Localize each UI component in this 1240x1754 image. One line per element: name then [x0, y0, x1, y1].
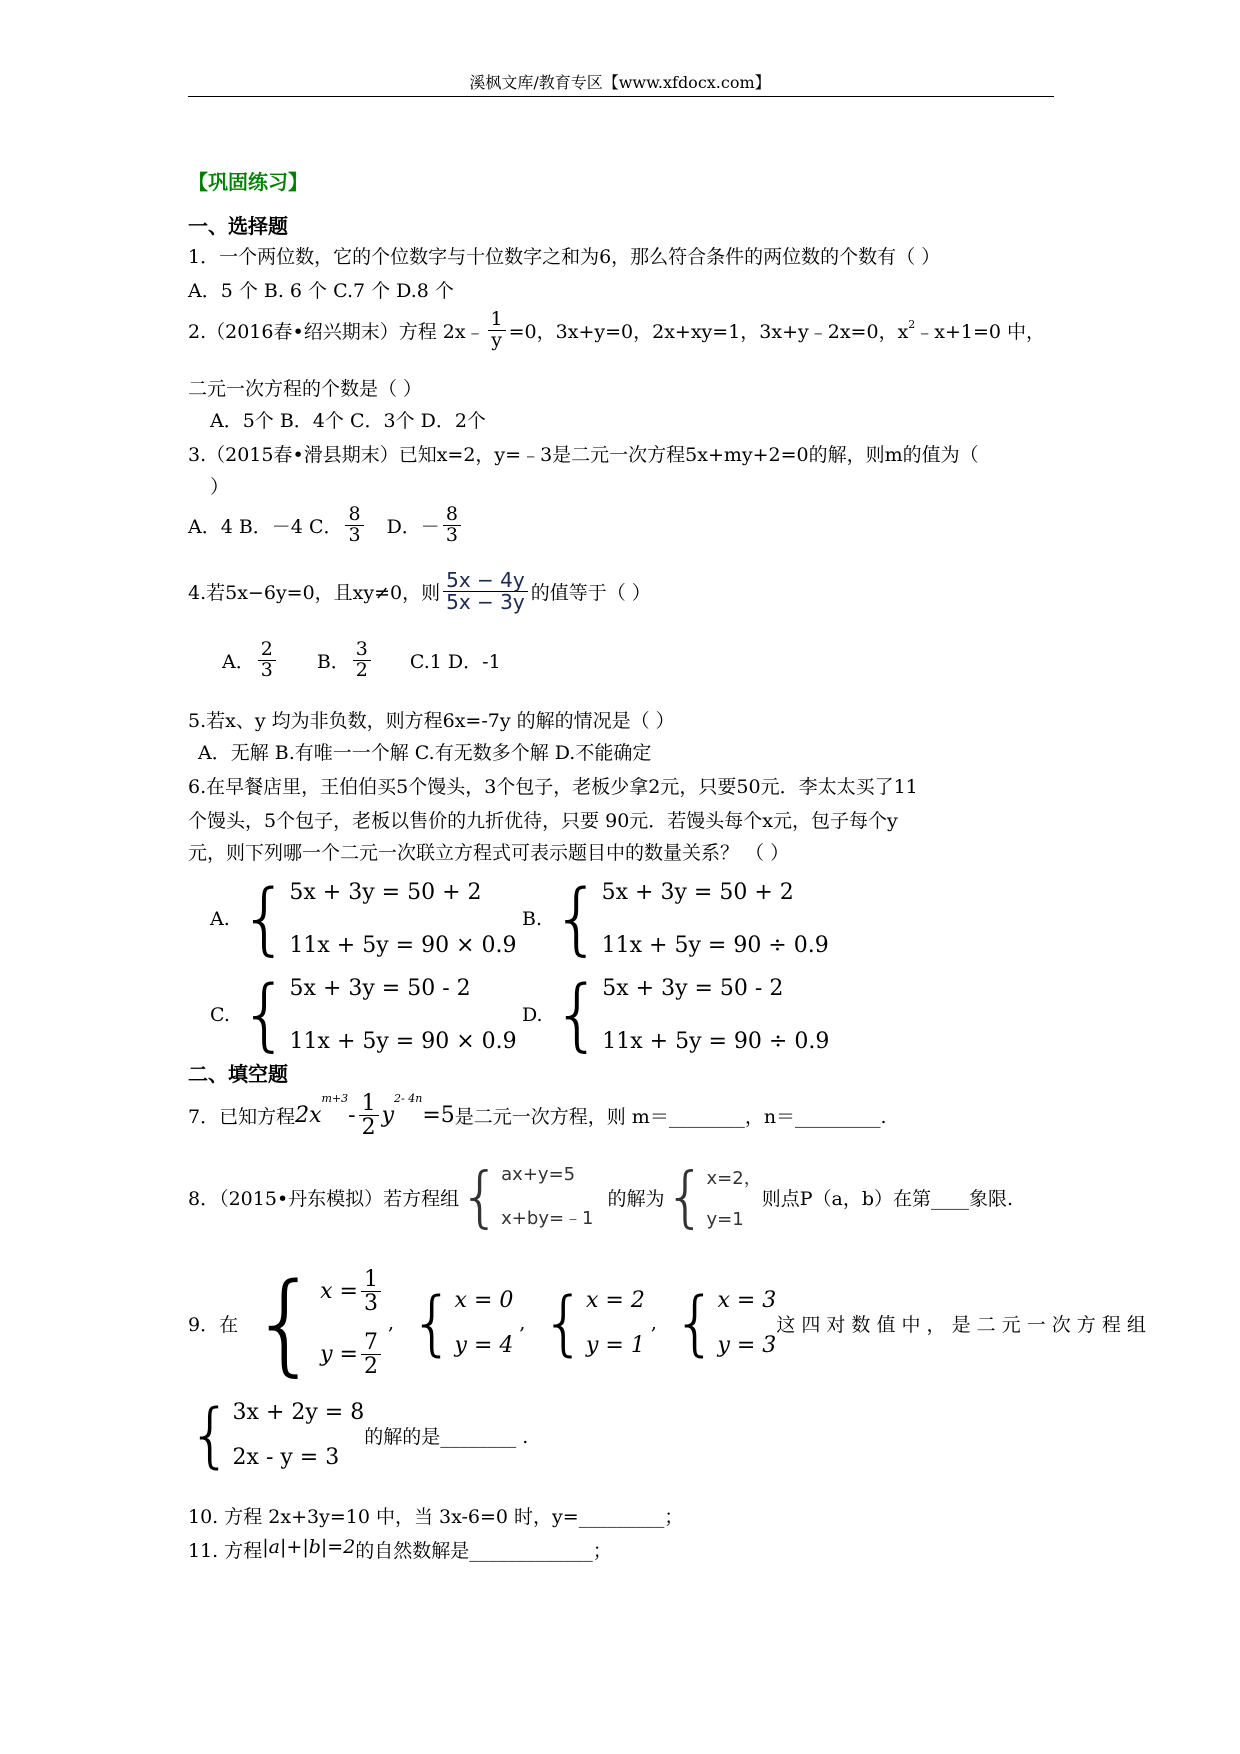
q8-suffix: 则点P（a，b）在第____象限.	[761, 1187, 1014, 1210]
question-9-line2: { 3x + 2y = 8 2x - y = 3 的解的是________ .	[188, 1394, 529, 1476]
q8-prefix: 8．（2015•丹东模拟）若方程组	[188, 1187, 460, 1210]
question-4-options	[222, 640, 501, 681]
question-3-options	[188, 505, 464, 546]
q7-fraction: $\frac{1}{2}$	[359, 1092, 379, 1139]
question-2-options: A．5个 B．4个 C．3个 D．2个	[210, 410, 486, 432]
q11-suffix: 的自然数解是_____________；	[355, 1540, 612, 1562]
q2-fraction: $\frac{1}{y}$	[488, 310, 506, 351]
q6-option-d: D. { 5x + 3y = 50 - 2 11x + 5y = 90 ÷ 0.9	[522, 970, 830, 1060]
q9-suffix: 这 四 对 数 值 中 ， 是 二 元 一 次 方 程 组	[776, 1313, 1146, 1336]
question-4	[188, 570, 651, 613]
question-1: 1．一个两位数，它的个位数字与十位数字之和为6，那么符合条件的两位数的个数有（ ）	[188, 246, 941, 268]
q8-mid: 的解为	[607, 1187, 665, 1210]
q4-fraction: $\frac{5x - 4y}{5x - 3y}$	[443, 570, 528, 613]
question-6: 6.在早餐店里，王伯伯买5个馒头，3个包子，老板少拿2元，只要50元．李太太买了11	[188, 776, 918, 798]
question-6-line2: 个馒头，5个包子，老板以售价的九折优待，只要 90元．若馒头每个x元，包子每个y	[188, 810, 898, 832]
q3-fraction-d: $\frac{8}{3}$	[443, 505, 461, 546]
q3-option-d: D．－	[386, 515, 440, 538]
q11-prefix: 11. 方程	[188, 1540, 263, 1562]
question-2-line2: 二元一次方程的个数是（ ）	[188, 378, 423, 400]
q4-option-a: A．	[222, 650, 255, 673]
part-title-fill: 二、填空题	[188, 1062, 288, 1086]
question-3: 3.（2015春•滑县期末）已知x=2，y=﹣3是二元一次方程5x+my+2=0的解，则m的值为（	[188, 444, 979, 466]
q4-option-cd: C.1 D．-1	[409, 650, 501, 673]
q3-fraction-c: $\frac{8}{3}$	[345, 505, 363, 546]
question-11	[188, 1536, 612, 1563]
question-5: 5.若x、y 均为非负数，则方程6x=-7y 的解的情况是（ ）	[188, 710, 675, 732]
q2-rest2: ﹣x+1=0 中，	[915, 320, 1046, 343]
q6-option-b: B. { 5x + 3y = 50 + 2 11x + 5y = 90 ÷ 0.9	[522, 874, 829, 964]
q9-prefix: 9．在	[188, 1313, 239, 1336]
q6-option-a: A. { 5x + 3y = 50 + 2 11x + 5y = 90 × 0.9	[210, 874, 517, 964]
question-5-options: A．无解 B.有唯一一个解 C.有无数多个解 D.不能确定	[198, 742, 652, 764]
q6-option-c: C. { 5x + 3y = 50 - 2 11x + 5y = 90 × 0.9	[210, 970, 517, 1060]
q4-suffix: 的值等于（ ）	[530, 582, 651, 604]
question-6-line3: 元，则下列哪一个二元一次联立方程式可表示题目中的数量关系？ （ ）	[188, 842, 790, 864]
header-rule	[188, 96, 1054, 97]
question-3-line2: ）	[210, 476, 230, 498]
q7-suffix: 是二元一次方程，则 m＝________，n＝_________.	[454, 1106, 887, 1129]
q4-fraction-b: $\frac{3}{2}$	[353, 640, 371, 681]
q4-fraction-a: $\frac{2}{3}$	[258, 640, 276, 681]
q7-prefix: 7．已知方程	[188, 1106, 296, 1129]
q4-prefix: 4.若5x−6y=0，且xy≠0，则	[188, 582, 441, 604]
q2-prefix: 2.（2016春•绍兴期末）方程 2x﹣	[188, 320, 485, 343]
part-title-choice: 一、选择题	[188, 214, 288, 238]
question-2: 2.（2016春•绍兴期末）方程 2x﹣ $\frac{1}{y}$ =0，3x+y=0，2x+xy=1，3x+y﹣2x=0，x $^2$ ﹣x+1=0 中，	[188, 308, 1046, 351]
q3-options-ab: A．4 B．－4 C．	[188, 515, 343, 538]
question-1-options: A．5 个 B. 6 个 C.7 个 D.8 个	[188, 280, 454, 302]
page-header: 溪枫文库/教育专区【www.xfdocx.com】	[469, 73, 771, 92]
q11-abs: |a|+|b|=2	[262, 1536, 356, 1558]
q9-tail: 的解的是________ .	[364, 1425, 529, 1448]
q4-option-b: B．	[316, 650, 350, 673]
q2-rest: =0，3x+y=0，2x+xy=1，3x+y﹣2x=0，x	[508, 320, 909, 343]
question-8: 8．（2015•丹东模拟）若方程组 { ax+y=5 x+by=﹣1 的解为 { x=2， y=1 则点P（a，b）在第____象限.	[188, 1158, 1014, 1235]
question-9: 9．在 { x = $\frac{1}{3}$ y = $\frac{7}{2}$ , { x = 0 y = 4 , { x = 2 y = 1 , { x = 3 y = 3 这 四 对 数 值 中 ， 是 二 元 一 次 方 程 组	[188, 1259, 1146, 1387]
question-10: 10. 方程 2x+3y=10 中，当 3x-6=0 时，y=_________；	[188, 1506, 684, 1528]
section-title: 【巩固练习】	[188, 170, 308, 194]
question-7: 7．已知方程 2x $^{m+3}$ - $\frac{1}{2}$ y $^{2- 4n}$ =5 是二元一次方程，则 m＝________，n＝_________.	[188, 1091, 887, 1141]
